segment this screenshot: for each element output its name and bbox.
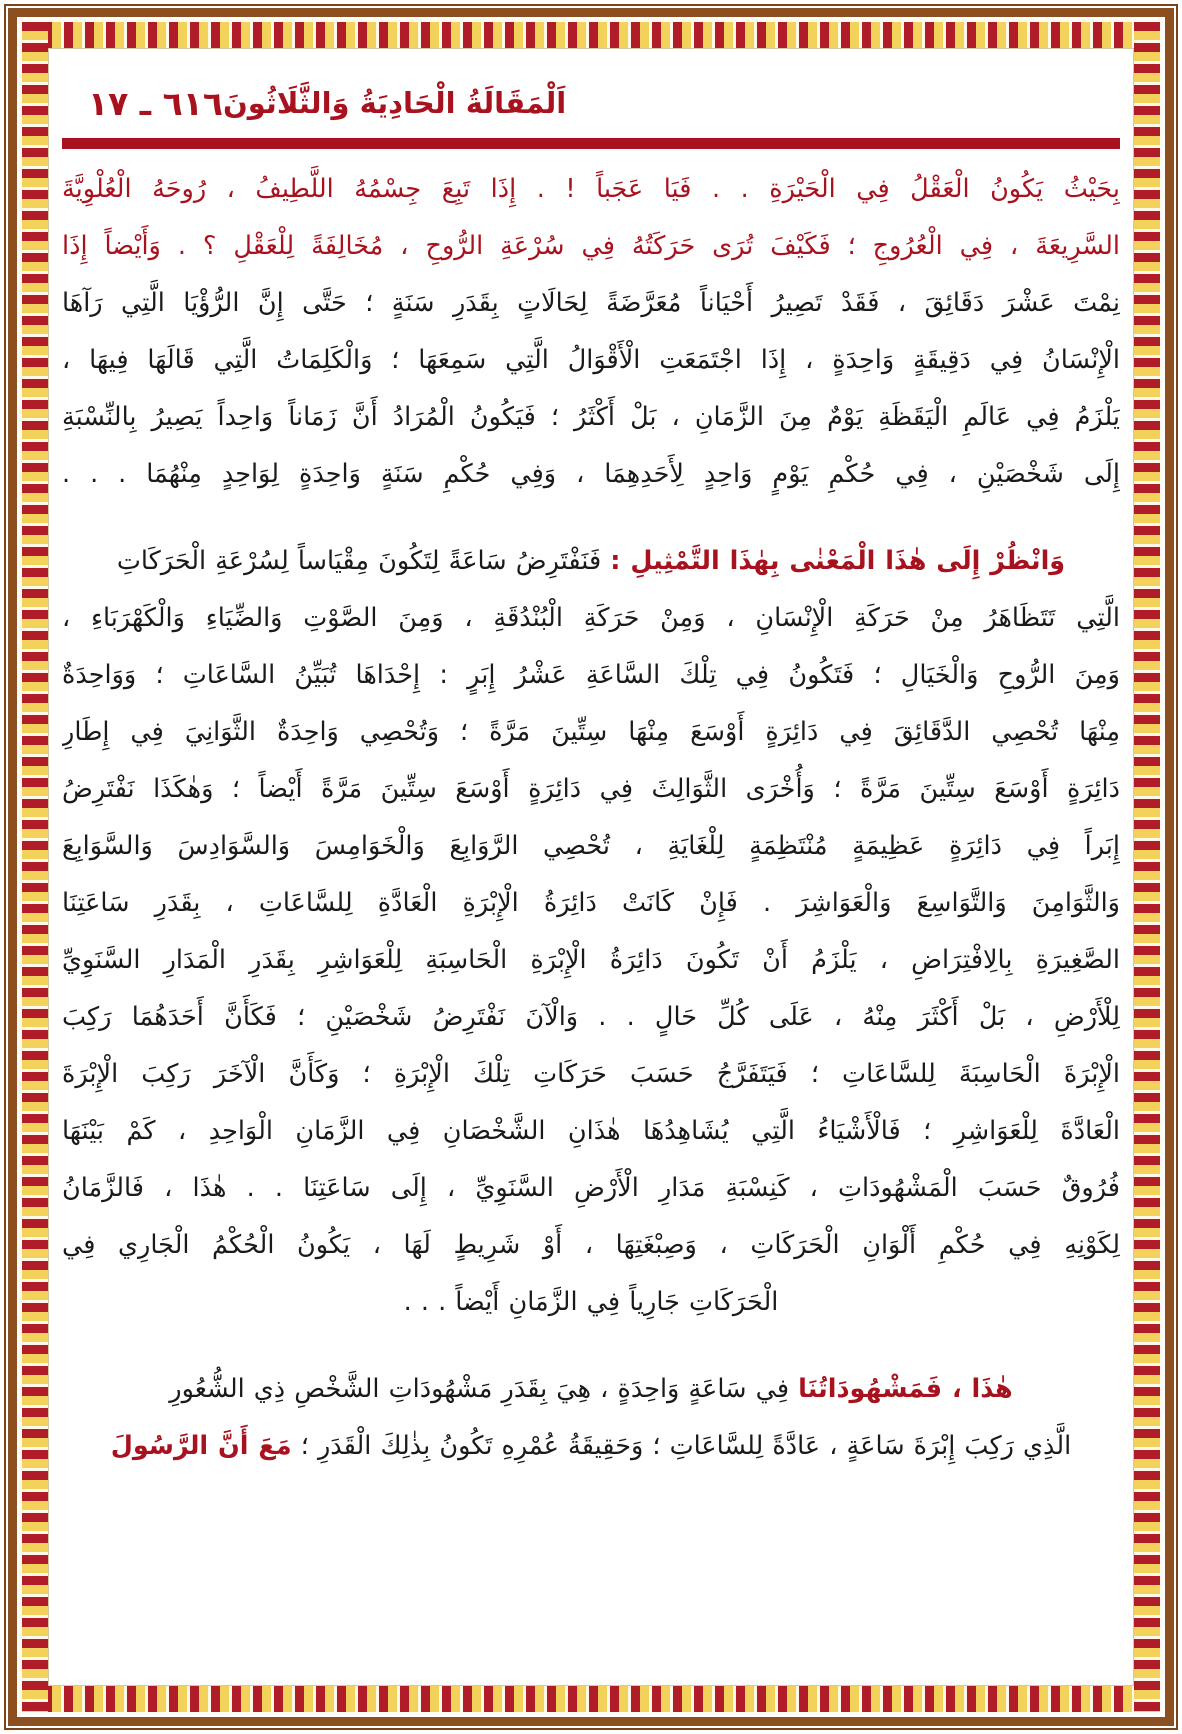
- text-line: بِحَيْثُ يَكُونُ الْعَقْلُ فِي الْحَيْرَةِ . . فَيَا عَجَباً ! . إِذَا تَبِعَ جِسْمُهُ اللَّطِيفُ ، رُوحَهُ الْعُلْوِيَّةَ: [62, 174, 1120, 204]
- emphasis-phrase: هٰذَا ، فَمَشْهُودَاتُنَا: [798, 1374, 1013, 1404]
- text-line: نِمْتَ عَشْرَ دَقَائِقَ ، فَقَدْ تَصِيرُ أَحْيَاناً مُعَرَّضَةً لِحَالَاتٍ بِقَدَرِ سَنَةٍ ؛ حَتَّى إِنَّ الرُّؤْيَا الَّتِي رَآهَا: [62, 288, 1120, 318]
- text-line: دَائِرَةٍ أَوْسَعَ سِتِّينَ مَرَّةً ؛ وَأُخْرَى الثَّوَالِثَ فِي دَائِرَةٍ أَوْسَعَ سِتِّينَ مَرَّةً أَيْضاً ؛ وَهٰكَذَا نَفْتَرِضُ: [62, 774, 1120, 804]
- paragraph-1: [62, 161, 1120, 503]
- text-line: وَالثَّوَامِنَ وَالتَّوَاسِعَ وَالْعَوَاشِرَ . فَإِنْ كَانَتْ دَائِرَةُ الْإِبْرَةِ الْعَادَّةِ لِلسَّاعَاتِ ، بِقَدَرِ سَاعَتِنَا: [62, 888, 1120, 918]
- text-line: مِنْهَا تُحْصِي الدَّقَائِقَ فِي دَائِرَةٍ أَوْسَعَ مِنْهَا سِتِّينَ مَرَّةً ؛ وَتُحْصِي وَاحِدَةٌ الثَّوَانِيَ فِي إِطَارِ: [62, 717, 1120, 747]
- page-number: ٦١٦ ـ ١٧: [88, 83, 223, 123]
- page-header: [62, 60, 1120, 130]
- text-line: الَّتِي تَتَظَاهَرُ مِنْ حَرَكَةِ الْإِنْسَانِ ، وَمِنْ حَرَكَةِ الْبُنْدُقَةِ ، وَمِنَ الصَّوْتِ وَالضِّيَاءِ وَالْكَهْرَبَاءِ ،: [62, 603, 1120, 633]
- text-run: فِي سَاعَةٍ وَاحِدَةٍ ، هِيَ بِقَدَرِ مَشْهُودَاتِ الشَّخْصِ ذِي الشُّعُورِ: [169, 1374, 799, 1404]
- decorative-ribbon-right: [1134, 22, 1160, 1712]
- decorative-ribbon-left: [22, 22, 48, 1712]
- text-line: الْحَرَكَاتِ جَارِياً فِي الزَّمَانِ أَيْضاً . . .: [403, 1287, 779, 1317]
- decorative-ribbon-top: [22, 22, 1160, 48]
- paragraph-spacer: [62, 1335, 1120, 1361]
- text-run: الَّذِي رَكِبَ إِبْرَةَ سَاعَةٍ ، عَادَّةً لِلسَّاعَاتِ ؛ وَحَقِيقَةُ عُمْرِهِ تَكُونُ بِذٰلِكَ الْقَدَرِ ؛: [291, 1431, 1072, 1461]
- text-line: إِلَى شَخْصَيْنِ ، فِي حُكْمِ يَوْمٍ وَاحِدٍ لِأَحَدِهِمَا ، وَفِي حُكْمِ سَنَةٍ وَاحِدَةٍ لِوَاحِدٍ مِنْهُمَا . . .: [62, 459, 1120, 489]
- text-line: إِبَراً فِي دَائِرَةٍ عَظِيمَةٍ مُنْتَظِمَةٍ لِلْغَايَةِ ، تُحْصِي الرَّوَابِعَ وَالْخَوَامِسَ وَالسَّوَادِسَ وَالسَّوَابِعَ: [62, 831, 1120, 861]
- paragraph-3: [62, 1361, 1120, 1475]
- body-text: [62, 161, 1120, 1475]
- text-line: فُرُوقٌ حَسَبَ الْمَشْهُودَاتِ ، كَنِسْبَةِ مَدَارِ الْأَرْضِ السَّنَوِيِّ ، إِلَى سَاعَتِنَا . . هٰذَا ، فَالزَّمَانُ: [62, 1173, 1120, 1203]
- page-content: [62, 60, 1120, 1674]
- text-line: وَمِنَ الرُّوحِ وَالْخَيَالِ ؛ فَتَكُونُ فِي تِلْكَ السَّاعَةِ عَشْرُ إِبَرٍ : إِحْدَاهَا تُبَيِّنُ السَّاعَاتِ ؛ وَوَاحِدَةٌ: [62, 660, 1120, 690]
- emphasis-phrase: مَعَ أَنَّ الرَّسُولَ: [110, 1431, 292, 1461]
- text-line: يَلْزَمُ فِي عَالَمِ الْيَقَظَةِ يَوْمٌ مِنَ الزَّمَانِ ، بَلْ أَكْثَرُ ؛ فَيَكُونُ الْمُرَادُ أَنَّ زَمَاناً وَاحِداً يَصِيرُ بِالنِّسْبَةِ: [62, 402, 1120, 432]
- text-line: الْعَادَّةَ لِلْعَوَاشِرِ ؛ فَالْأَشْيَاءُ الَّتِي يُشَاهِدُهَا هٰذَانِ الشَّخْصَانِ فِي الزَّمَانِ الْوَاحِدِ ، كَمْ بَيْنَهَا: [62, 1116, 1120, 1146]
- text-line: الصَّغِيرَةِ بِالِافْتِرَاضِ ، يَلْزَمُ أَنْ تَكُونَ دَائِرَةُ الْإِبْرَةِ الْحَاسِبَةِ لِلْعَوَاشِرِ بِقَدَرِ الْمَدَارِ السَّنَوِيِّ: [62, 945, 1120, 975]
- text-line: لِلْأَرْضِ ، بَلْ أَكْثَرَ مِنْهُ ، عَلَى كُلِّ حَالٍ . . وَالْآنَ نَفْتَرِضُ شَخْصَيْنِ ؛ فَكَأَنَّ أَحَدَهُمَا رَكِبَ: [62, 1002, 1120, 1032]
- emphasis-phrase: وَانْظُرْ إِلَى هٰذَا الْمَعْنٰى بِهٰذَا التَّمْثِيلِ :: [610, 546, 1066, 576]
- text-line-mixed: [62, 1418, 1120, 1475]
- text-line: الْإِنْسَانُ فِي دَقِيقَةٍ وَاحِدَةٍ ، إِذَا اجْتَمَعَتِ الْأَقْوَالُ الَّتِي سَمِعَهَا ؛ وَالْكَلِمَاتُ الَّتِي قَالَهَا فِيهَا ،: [62, 345, 1120, 375]
- decorative-ribbon-bottom: [22, 1686, 1160, 1712]
- paragraph-spacer: [62, 507, 1120, 533]
- text-run: فَنَفْتَرِضُ سَاعَةً لِتَكُونَ مِقْيَاساً لِسُرْعَةِ الْحَرَكَاتِ: [116, 546, 611, 576]
- text-line: الْإِبْرَةَ الْحَاسِبَةَ لِلسَّاعَاتِ ؛ فَيَتَفَرَّجُ حَسَبَ حَرَكَاتِ تِلْكَ الْإِبْرَةِ ؛ وَكَأَنَّ الْآخَرَ رَكِبَ الْإِبْرَةَ: [62, 1059, 1120, 1089]
- text-line-mixed: [62, 533, 1120, 590]
- article-title: اَلْمَقَالَةُ الْحَادِيَةُ وَالثَّلَاثُونَ: [223, 86, 567, 120]
- text-line-mixed: [62, 1361, 1120, 1418]
- header-divider-rule: [62, 138, 1120, 149]
- text-line: السَّرِيعَةَ ، فِي الْعُرُوجِ ؛ فَكَيْفَ تُرَى حَرَكَتُهُ فِي سُرْعَةِ الرُّوحِ ، مُخَالِفَةً لِلْعَقْلِ ؟ . وَأَيْضاً إِذَا: [62, 231, 1120, 261]
- paragraph-2: [62, 533, 1120, 1331]
- text-line: لِكَوْنِهِ فِي حُكْمِ أَلْوَانِ الْحَرَكَاتِ ، وَصِبْغَتِهَا ، أَوْ شَرِيطٍ لَهَا ، يَكُونُ الْحُكْمُ الْجَارِي فِي: [62, 1230, 1120, 1260]
